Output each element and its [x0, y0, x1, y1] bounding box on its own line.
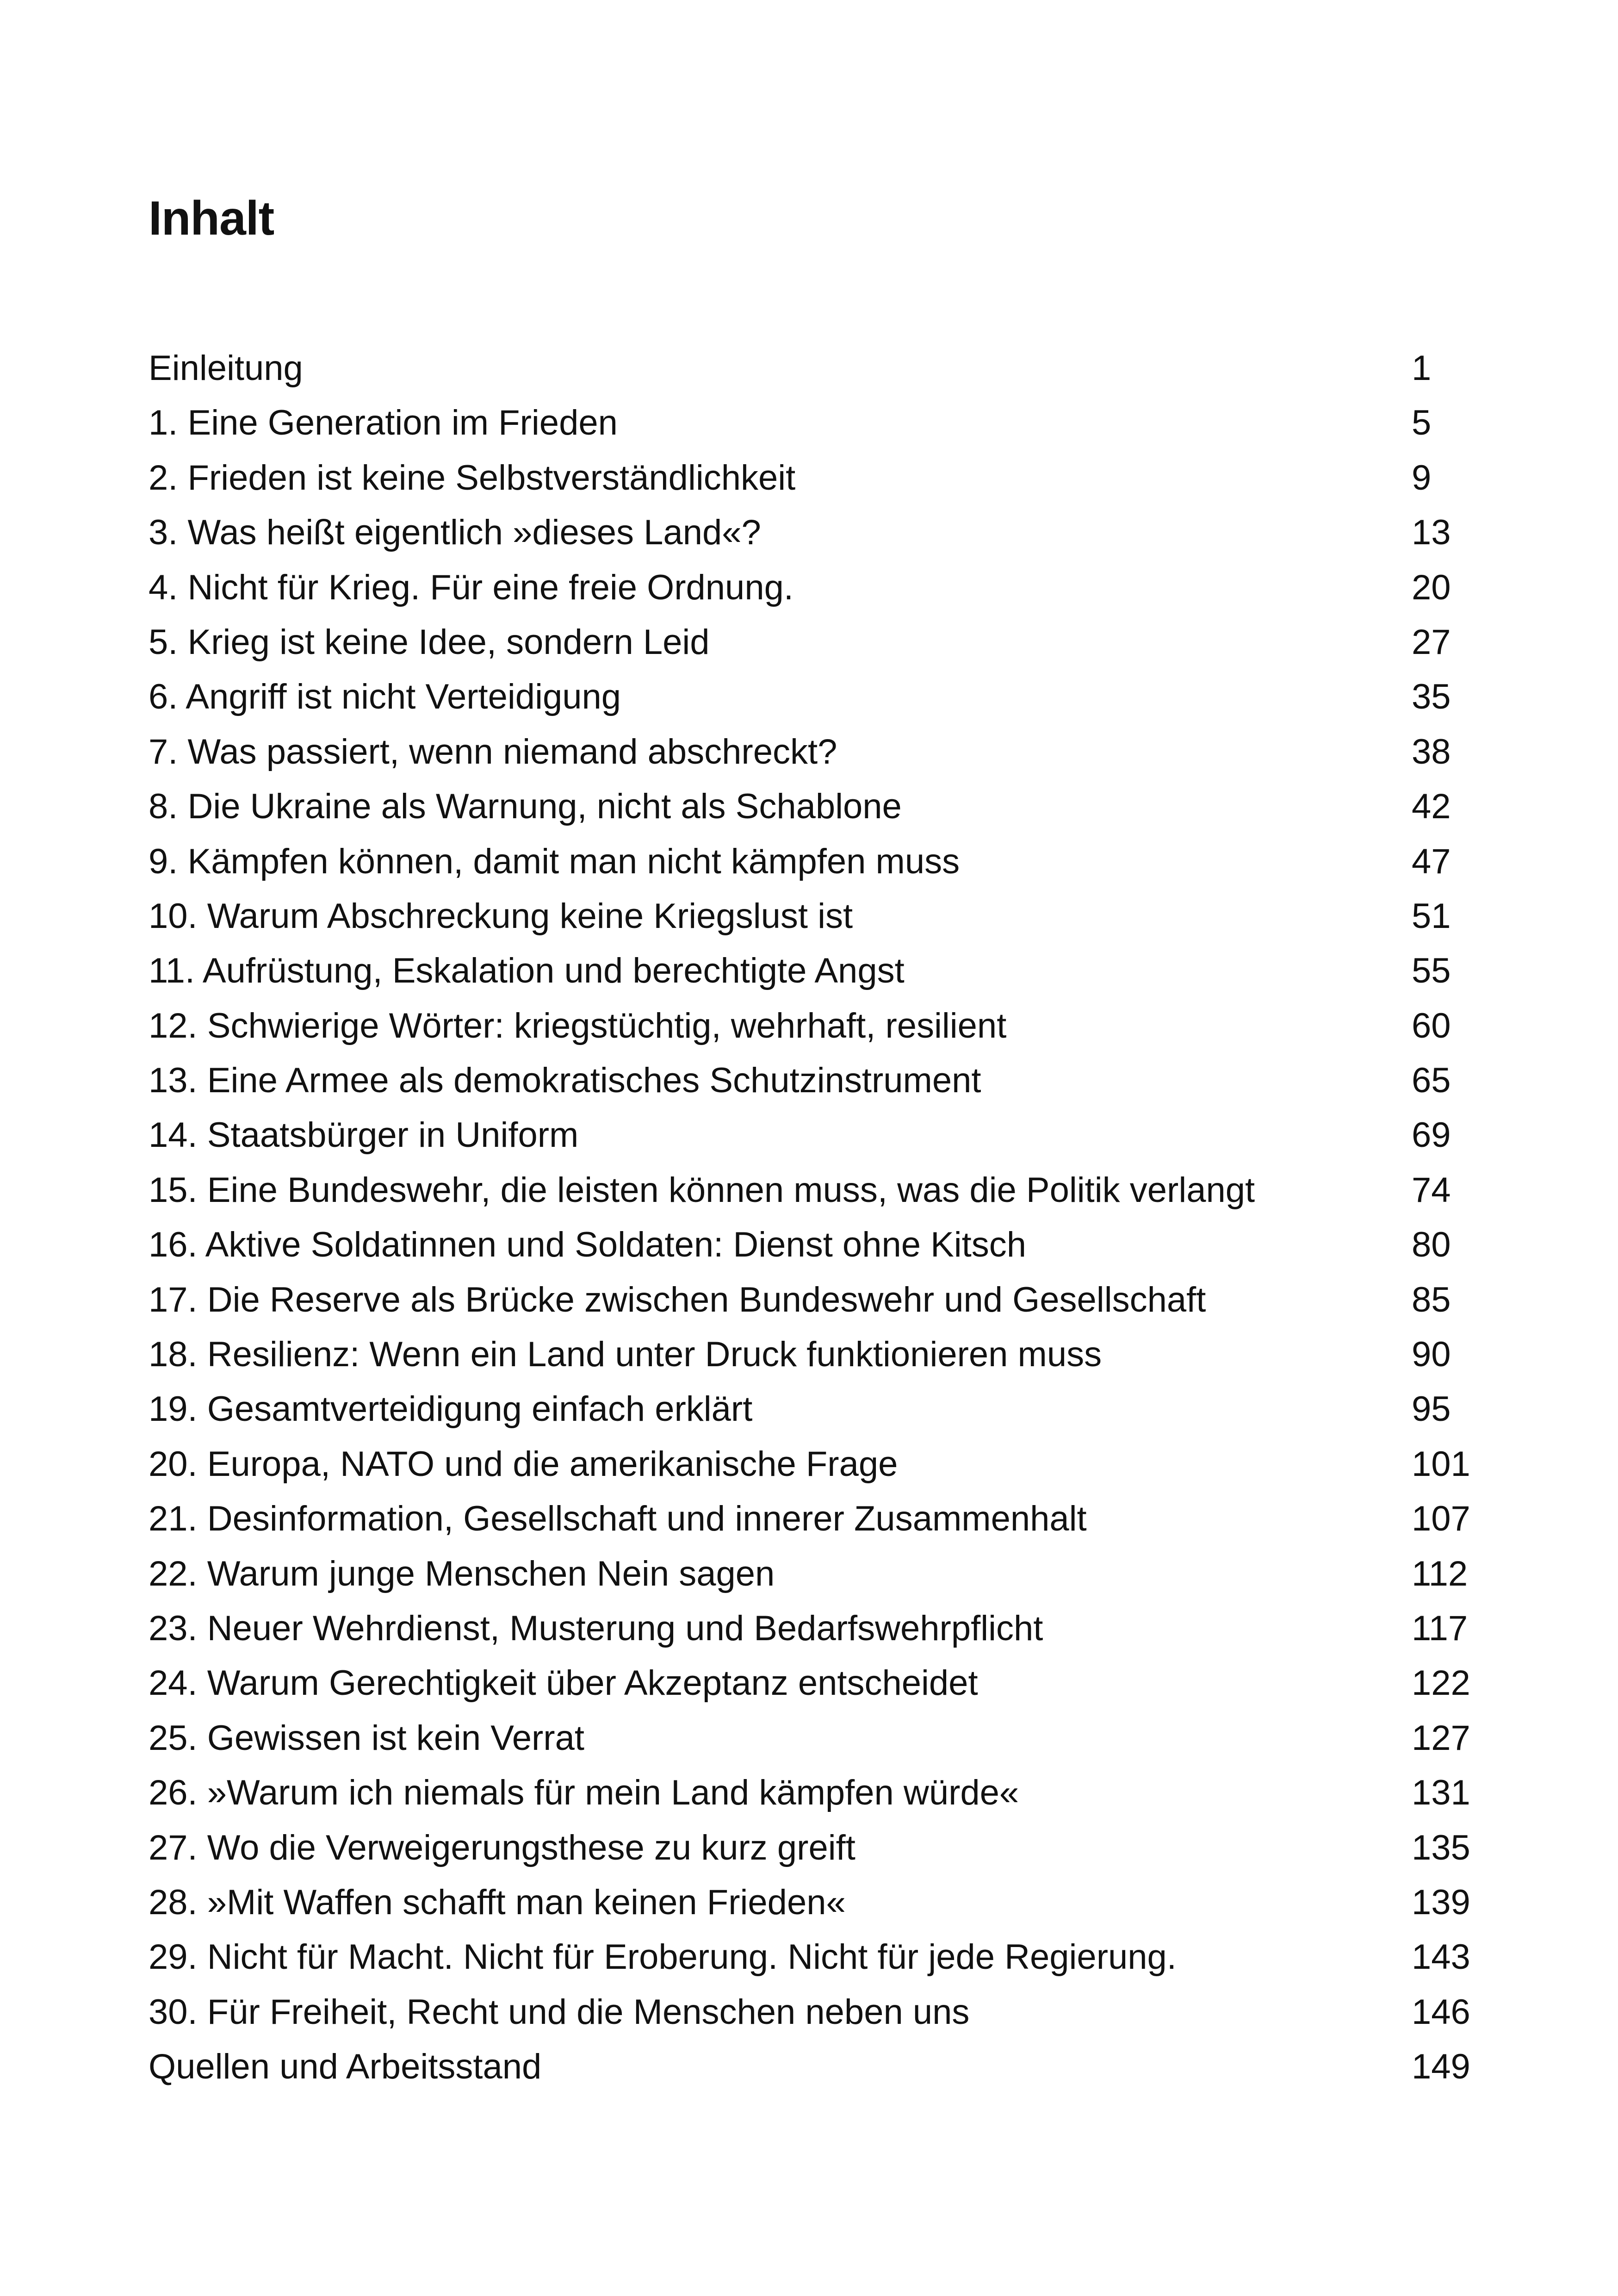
toc-entry-page-number: 74 [1412, 1170, 1451, 1210]
toc-entry-title: 9. Kämpfen können, damit man nicht kämpfen muss [149, 841, 960, 881]
toc-entry-title: 27. Wo die Verweigerungsthese zu kurz greift [149, 1828, 855, 1867]
toc-entry [149, 1875, 1490, 1930]
toc-entry-title: 3. Was heißt eigentlich »dieses Land«? [149, 513, 761, 553]
toc-entry [149, 1656, 1490, 1711]
toc-entry-page-number: 9 [1412, 458, 1432, 498]
toc-entry-title: 10. Warum Abschreckung keine Kriegslust ist [149, 896, 853, 936]
toc-entry-title: 1. Eine Generation im Frieden [149, 403, 618, 443]
toc-entry-title: 20. Europa, NATO und die amerikanische Frage [149, 1444, 898, 1484]
toc-entry-title: 12. Schwierige Wörter: kriegstüchtig, wehrhaft, resilient [149, 1006, 1007, 1045]
toc-entry-page-number: 101 [1412, 1444, 1470, 1484]
toc-entry-title: 7. Was passiert, wenn niemand abschreckt? [149, 732, 837, 772]
toc-entry [149, 1821, 1490, 1875]
toc-entry-title: 23. Neuer Wehrdienst, Musterung und Bedarfswehrpflicht [149, 1608, 1043, 1648]
toc-entry [149, 505, 1490, 560]
toc-entry-title: 2. Frieden ist keine Selbstverständlichkeit [149, 458, 796, 498]
toc-entry-title: 15. Eine Bundeswehr, die leisten können muss, was die Politik verlangt [149, 1170, 1255, 1210]
toc-entry-page-number: 55 [1412, 951, 1451, 991]
toc-entry [149, 451, 1490, 505]
toc-entry [149, 1492, 1490, 1546]
toc-entry-title: 13. Eine Armee als demokratisches Schutzinstrument [149, 1061, 981, 1101]
toc-entry [149, 1053, 1490, 1108]
toc-entry-title: 22. Warum junge Menschen Nein sagen [149, 1554, 775, 1593]
toc-entry [149, 341, 1490, 396]
toc-entry [149, 1601, 1490, 1656]
toc-entry-title: 4. Nicht für Krieg. Für eine freie Ordnung. [149, 567, 794, 607]
toc-entry-title: 14. Staatsbürger in Uniform [149, 1115, 579, 1155]
toc-entry-page-number: 47 [1412, 841, 1451, 881]
toc-entry-page-number: 149 [1412, 2047, 1470, 2087]
toc-entry-title: 26. »Warum ich niemals für mein Land kämpfen würde« [149, 1773, 1019, 1813]
toc-entry-title: 29. Nicht für Macht. Nicht für Eroberung. Nicht für jede Regierung. [149, 1937, 1177, 1977]
toc-entry-page-number: 85 [1412, 1280, 1451, 1319]
toc-entry-page-number: 139 [1412, 1882, 1470, 1922]
toc-entry [149, 1547, 1490, 1601]
toc-entry [149, 1711, 1490, 1766]
toc-entry-page-number: 38 [1412, 732, 1451, 772]
toc-entry [149, 2040, 1490, 2094]
toc-entry-title: 5. Krieg ist keine Idee, sondern Leid [149, 622, 710, 662]
toc-entry-page-number: 35 [1412, 677, 1451, 717]
toc-entry-page-number: 13 [1412, 513, 1451, 553]
toc-entry [149, 1273, 1490, 1327]
toc-entry-title: 17. Die Reserve als Brücke zwischen Bundeswehr und Gesellschaft [149, 1280, 1206, 1319]
page-title: Inhalt [149, 192, 274, 245]
toc-entry-page-number: 69 [1412, 1115, 1451, 1155]
toc-entry-page-number: 107 [1412, 1499, 1470, 1539]
toc-entry-page-number: 131 [1412, 1773, 1470, 1813]
toc-entry-title: 28. »Mit Waffen schafft man keinen Frieden« [149, 1882, 846, 1922]
toc-entry-page-number: 27 [1412, 622, 1451, 662]
toc-entry-title: 21. Desinformation, Gesellschaft und innerer Zusammenhalt [149, 1499, 1087, 1539]
toc-entry-page-number: 51 [1412, 896, 1451, 936]
toc-entry-page-number: 135 [1412, 1828, 1470, 1867]
toc-entry-title: 24. Warum Gerechtigkeit über Akzeptanz entscheidet [149, 1663, 978, 1703]
toc-entry [149, 834, 1490, 889]
toc-entry-title: 16. Aktive Soldatinnen und Soldaten: Dienst ohne Kitsch [149, 1225, 1027, 1265]
toc-entry [149, 889, 1490, 944]
toc-entry [149, 725, 1490, 779]
toc-entry-title: 18. Resilienz: Wenn ein Land unter Druck funktionieren muss [149, 1335, 1102, 1375]
toc-entry [149, 1327, 1490, 1382]
toc-entry-page-number: 146 [1412, 1992, 1470, 2032]
toc-entry-title: 19. Gesamtverteidigung einfach erklärt [149, 1389, 753, 1429]
toc-entry-page-number: 5 [1412, 403, 1432, 443]
toc-entry-page-number: 127 [1412, 1718, 1470, 1758]
toc-entry-title: Einleitung [149, 348, 303, 388]
toc-entry [149, 779, 1490, 834]
toc-entry [149, 1930, 1490, 1985]
toc-entry-title: 8. Die Ukraine als Warnung, nicht als Schablone [149, 787, 902, 827]
toc-entry-title: Quellen und Arbeitsstand [149, 2047, 542, 2087]
toc-entry [149, 999, 1490, 1053]
toc-entry [149, 396, 1490, 450]
toc-entry [149, 944, 1490, 998]
toc-entry-title: 11. Aufrüstung, Eskalation und berechtigte Angst [149, 951, 905, 991]
toc-entry-title: 6. Angriff ist nicht Verteidigung [149, 677, 621, 717]
toc-entry [149, 1766, 1490, 1820]
toc-entry-page-number: 117 [1412, 1608, 1468, 1648]
toc-entry-title: 25. Gewissen ist kein Verrat [149, 1718, 584, 1758]
toc-entry-page-number: 42 [1412, 787, 1451, 827]
toc-entry [149, 1985, 1490, 2040]
toc-entry-page-number: 143 [1412, 1937, 1470, 1977]
toc-entry-page-number: 112 [1412, 1554, 1468, 1593]
toc-entry-page-number: 80 [1412, 1225, 1451, 1265]
toc-entry [149, 1218, 1490, 1272]
toc-entry [149, 1382, 1490, 1437]
toc-entry [149, 1163, 1490, 1218]
toc-entry-page-number: 90 [1412, 1335, 1451, 1375]
toc-entry [149, 560, 1490, 615]
toc-entry [149, 670, 1490, 724]
toc-entry-page-number: 60 [1412, 1006, 1451, 1045]
toc-entry [149, 1108, 1490, 1163]
toc-entry-page-number: 20 [1412, 567, 1451, 607]
toc-entry-page-number: 1 [1412, 348, 1432, 388]
toc-entry-page-number: 122 [1412, 1663, 1470, 1703]
toc-entry [149, 1437, 1490, 1492]
table-of-contents [149, 341, 1490, 2095]
toc-entry-title: 30. Für Freiheit, Recht und die Menschen neben uns [149, 1992, 970, 2032]
toc-entry-page-number: 95 [1412, 1389, 1451, 1429]
toc-entry [149, 615, 1490, 670]
toc-entry-page-number: 65 [1412, 1061, 1451, 1101]
